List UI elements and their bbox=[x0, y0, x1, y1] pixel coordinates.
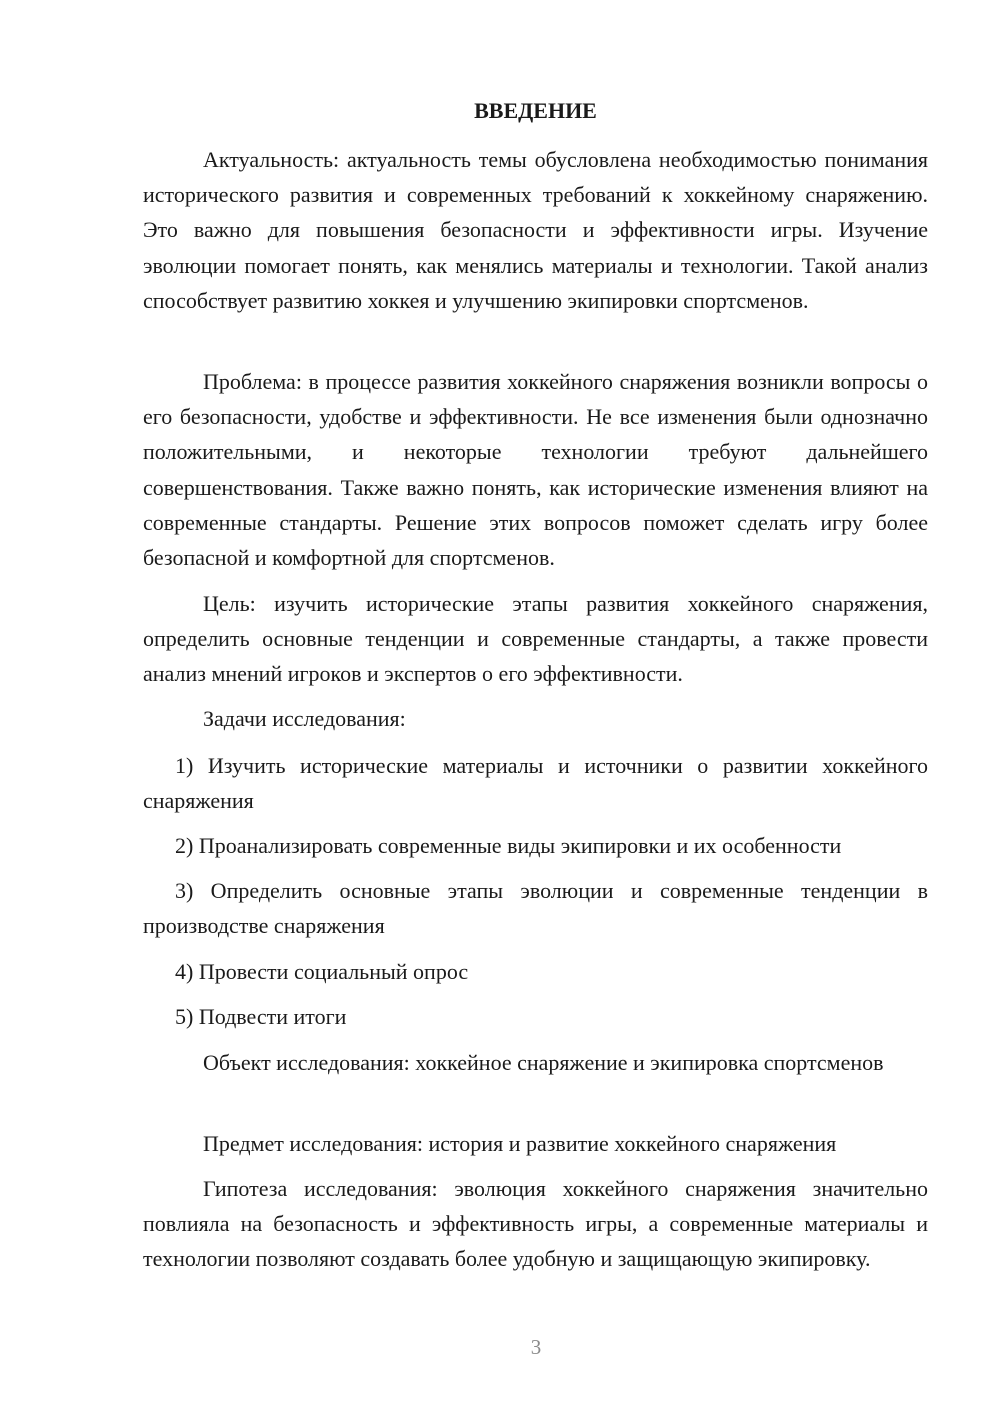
list-item: 2) Проанализировать современные виды экипировки и их особенности bbox=[175, 833, 842, 858]
page-number: 3 bbox=[530, 1335, 542, 1359]
page-title: ВВЕДЕНИЕ bbox=[474, 98, 597, 123]
list-item: 3) Определить основные этапы эволюции и современные тенденции в производстве снаряжения bbox=[143, 878, 928, 939]
list-item: 5) Подвести итоги bbox=[175, 1004, 347, 1029]
paragraph-problem: Проблема: в процессе развития хоккейного снаряжения возникли вопросы о его безопасности, удобстве и эффективности. Не все изменения были однозначно положительными, и некоторые технологии требуют дальнейшего совершенствования. Также важно понять, как исторические изменения влияют на современные стандарты. Решение этих вопросов поможет сделать игру более безопасной и комфортной для спортсменов. bbox=[143, 369, 928, 571]
list-item: 1) Изучить исторические материалы и источники о развитии хоккейного снаряжения bbox=[143, 753, 928, 814]
paragraph-object: Объект исследования: хоккейное снаряжение и экипировка спортсменов bbox=[203, 1050, 884, 1075]
paragraph-hypothesis: Гипотеза исследования: эволюция хоккейного снаряжения значительно повлияла на безопасность и эффективность игры, а современные материалы и технологии позволяют создавать более удобную и защищающую экипировку. bbox=[143, 1176, 928, 1272]
paragraph-goal: Цель: изучить исторические этапы развития хоккейного снаряжения, определить основные тенденции и современные стандарты, а также провести анализ мнений игроков и экспертов о его эффективности. bbox=[143, 591, 928, 687]
paragraph-subject: Предмет исследования: история и развитие хоккейного снаряжения bbox=[203, 1131, 837, 1156]
list-item: 4) Провести социальный опрос bbox=[175, 959, 469, 984]
paragraph-relevance: Актуальность: актуальность темы обусловлена необходимостью понимания исторического развития и современных требований к хоккейному снаряжению. Это важно для повышения безопасности и эффективности игры. Изучение эволюции помогает понять, как менялись материалы и технологии. Такой анализ способствует развитию хоккея и улучшению экипировки спортсменов. bbox=[143, 147, 928, 313]
tasks-heading: Задачи исследования: bbox=[203, 706, 406, 731]
